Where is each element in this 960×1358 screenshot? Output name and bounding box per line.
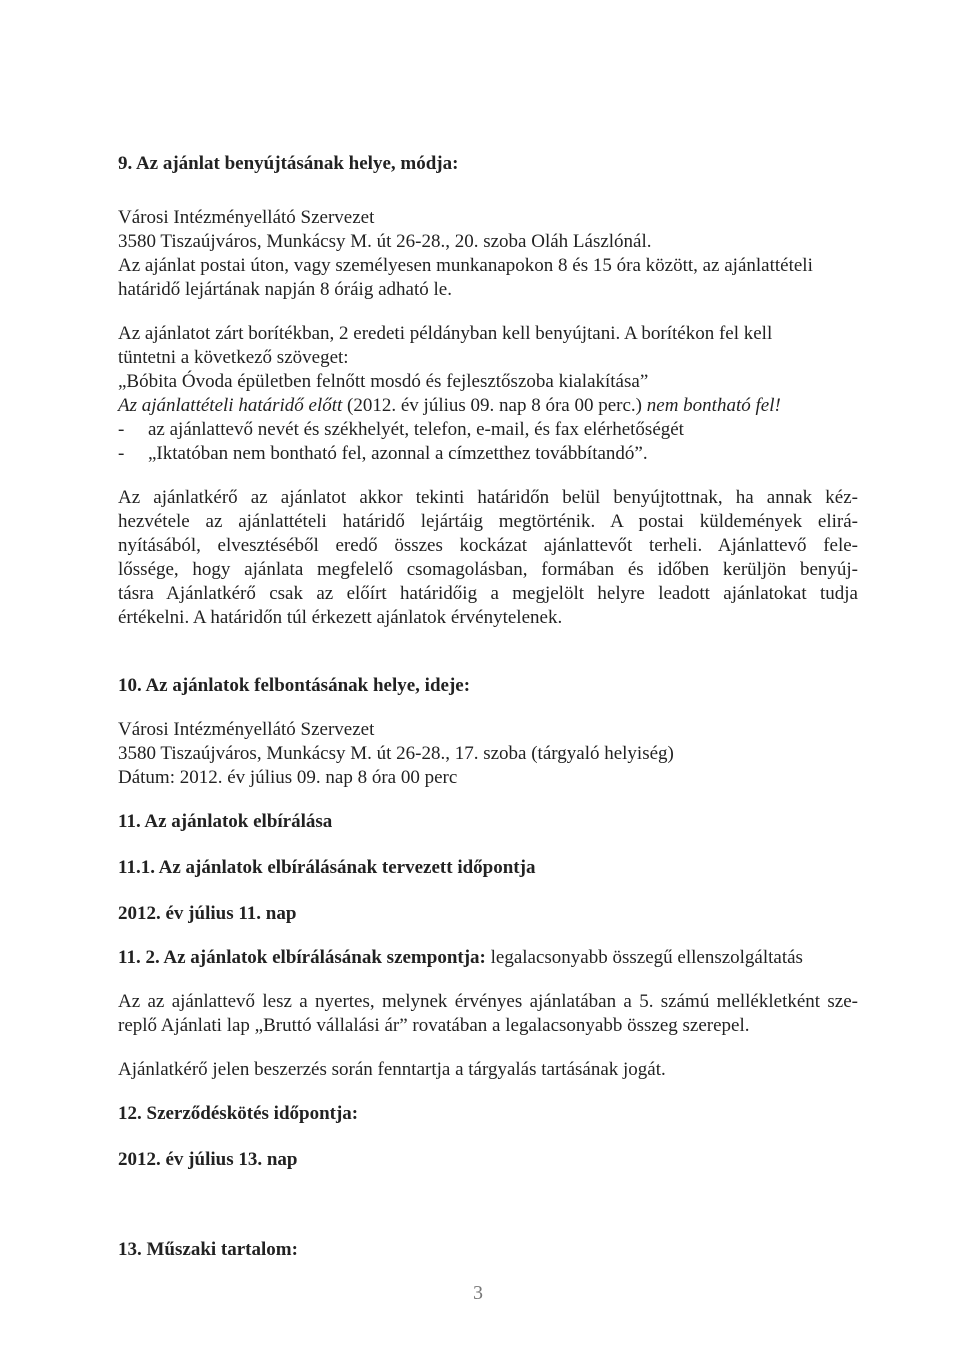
section-11-winner-line-2: replő Ajánlati lap „Bruttó vállalási ár” rovatában a legalacsonyabb összeg szerepel. xyxy=(118,1015,750,1036)
bullet-dash-1: - xyxy=(118,419,125,440)
page-number: 3 xyxy=(473,1282,483,1304)
section-11-2-text: legalacsonyabb összegű ellenszolgáltatás xyxy=(485,947,803,968)
section-13-heading: 13. Műszaki tartalom: xyxy=(118,1239,298,1260)
section-10-address: 3580 Tiszaújváros, Munkácsy M. út 26-28., 17. szoba (tárgyaló helyiség) xyxy=(118,743,674,764)
deadline-italic-text: Az ajánlattételi határidő előtt xyxy=(118,395,343,416)
section-9-paragraph-line-3: nyításából, elvesztéséből eredő összes kockázat ajánlattevőt terheli. Ajánlattevő fele- xyxy=(118,535,858,556)
section-9-envelope-line-1: Az ajánlatot zárt borítékban, 2 eredeti példányban kell benyújtani. A borítékon fel kell xyxy=(118,323,773,344)
section-11-2-line xyxy=(118,946,858,970)
section-11-reserve: Ajánlatkérő jelen beszerzés során fenntartja a tárgyalás tartásának jogát. xyxy=(118,1059,666,1080)
section-12-heading: 12. Szerződéskötés időpontja: xyxy=(118,1103,359,1124)
section-9-post-line-2: határidő lejártának napján 8 óráig adható le. xyxy=(118,279,452,300)
section-9-paragraph-line-1: Az ajánlatkérő az ajánlatot akkor tekinti határidőn belül benyújtottnak, ha annak kéz- xyxy=(118,487,858,508)
section-11-winner-line-1: Az az ajánlattevő lesz a nyertes, melynek érvényes ajánlatában a 5. számú mellékletként sze- xyxy=(118,991,858,1012)
bullet-dash-2: - xyxy=(118,443,125,464)
section-9-deadline-line xyxy=(118,394,858,418)
deadline-date-text: (2012. év július 09. nap 8 óra 00 perc.) xyxy=(342,395,647,416)
section-9-org: Városi Intézményellátó Szervezet xyxy=(118,207,375,228)
section-9-paragraph-line-6: értékelni. A határidőn túl érkezett ajánlatok érvénytelenek. xyxy=(118,607,563,628)
section-9-bullet-1: az ajánlattevő nevét és székhelyét, telefon, e-mail, és fax elérhetőségét xyxy=(148,419,684,440)
section-9-paragraph-line-2: hezvétele az ajánlattételi határidő lejártáig megtörténik. A postai küldemények elirá- xyxy=(118,511,858,532)
section-10-heading: 10. Az ajánlatok felbontásának helye, ideje: xyxy=(118,675,471,696)
section-9-bullet-2: „Iktatóban nem bontható fel, azonnal a címzetthez továbbítandó”. xyxy=(148,443,648,464)
section-9-post-line-1: Az ajánlat postai úton, vagy személyesen munkanapokon 8 és 15 óra között, az ajánlattételi xyxy=(118,255,813,276)
section-9-heading: 9. Az ajánlat benyújtásának helye, módja: xyxy=(118,153,459,174)
section-9-paragraph-line-4: lőssége, hogy ajánlata megfelelő csomagolásban, formában és időben kerüljön benyúj- xyxy=(118,559,858,580)
section-10-date: Dátum: 2012. év július 09. nap 8 óra 00 perc xyxy=(118,767,458,788)
deadline-warning-text: nem bontható fel! xyxy=(646,395,781,416)
section-9-envelope-quote: „Bóbita Óvoda épületben felnőtt mosdó és fejlesztőszoba kialakítása” xyxy=(118,371,649,392)
section-12-date: 2012. év július 13. nap xyxy=(118,1149,298,1170)
section-9-paragraph-line-5: tásra Ajánlatkérő csak az előírt határidőig a megjelölt helyre leadott ajánlatokat tudja xyxy=(118,583,858,604)
section-11-heading: 11. Az ajánlatok elbírálása xyxy=(118,811,333,832)
section-9-address: 3580 Tiszaújváros, Munkácsy M. út 26-28., 20. szoba Oláh Lászlónál. xyxy=(118,231,652,252)
section-9-envelope-line-2: tüntetni a következő szöveget: xyxy=(118,347,349,368)
section-11-1-heading: 11.1. Az ajánlatok elbírálásának tervezett időpontja xyxy=(118,857,536,878)
section-10-org: Városi Intézményellátó Szervezet xyxy=(118,719,375,740)
section-11-2-heading: 11. 2. Az ajánlatok elbírálásának szempontja: xyxy=(118,947,486,968)
section-11-1-date: 2012. év július 11. nap xyxy=(118,903,297,924)
